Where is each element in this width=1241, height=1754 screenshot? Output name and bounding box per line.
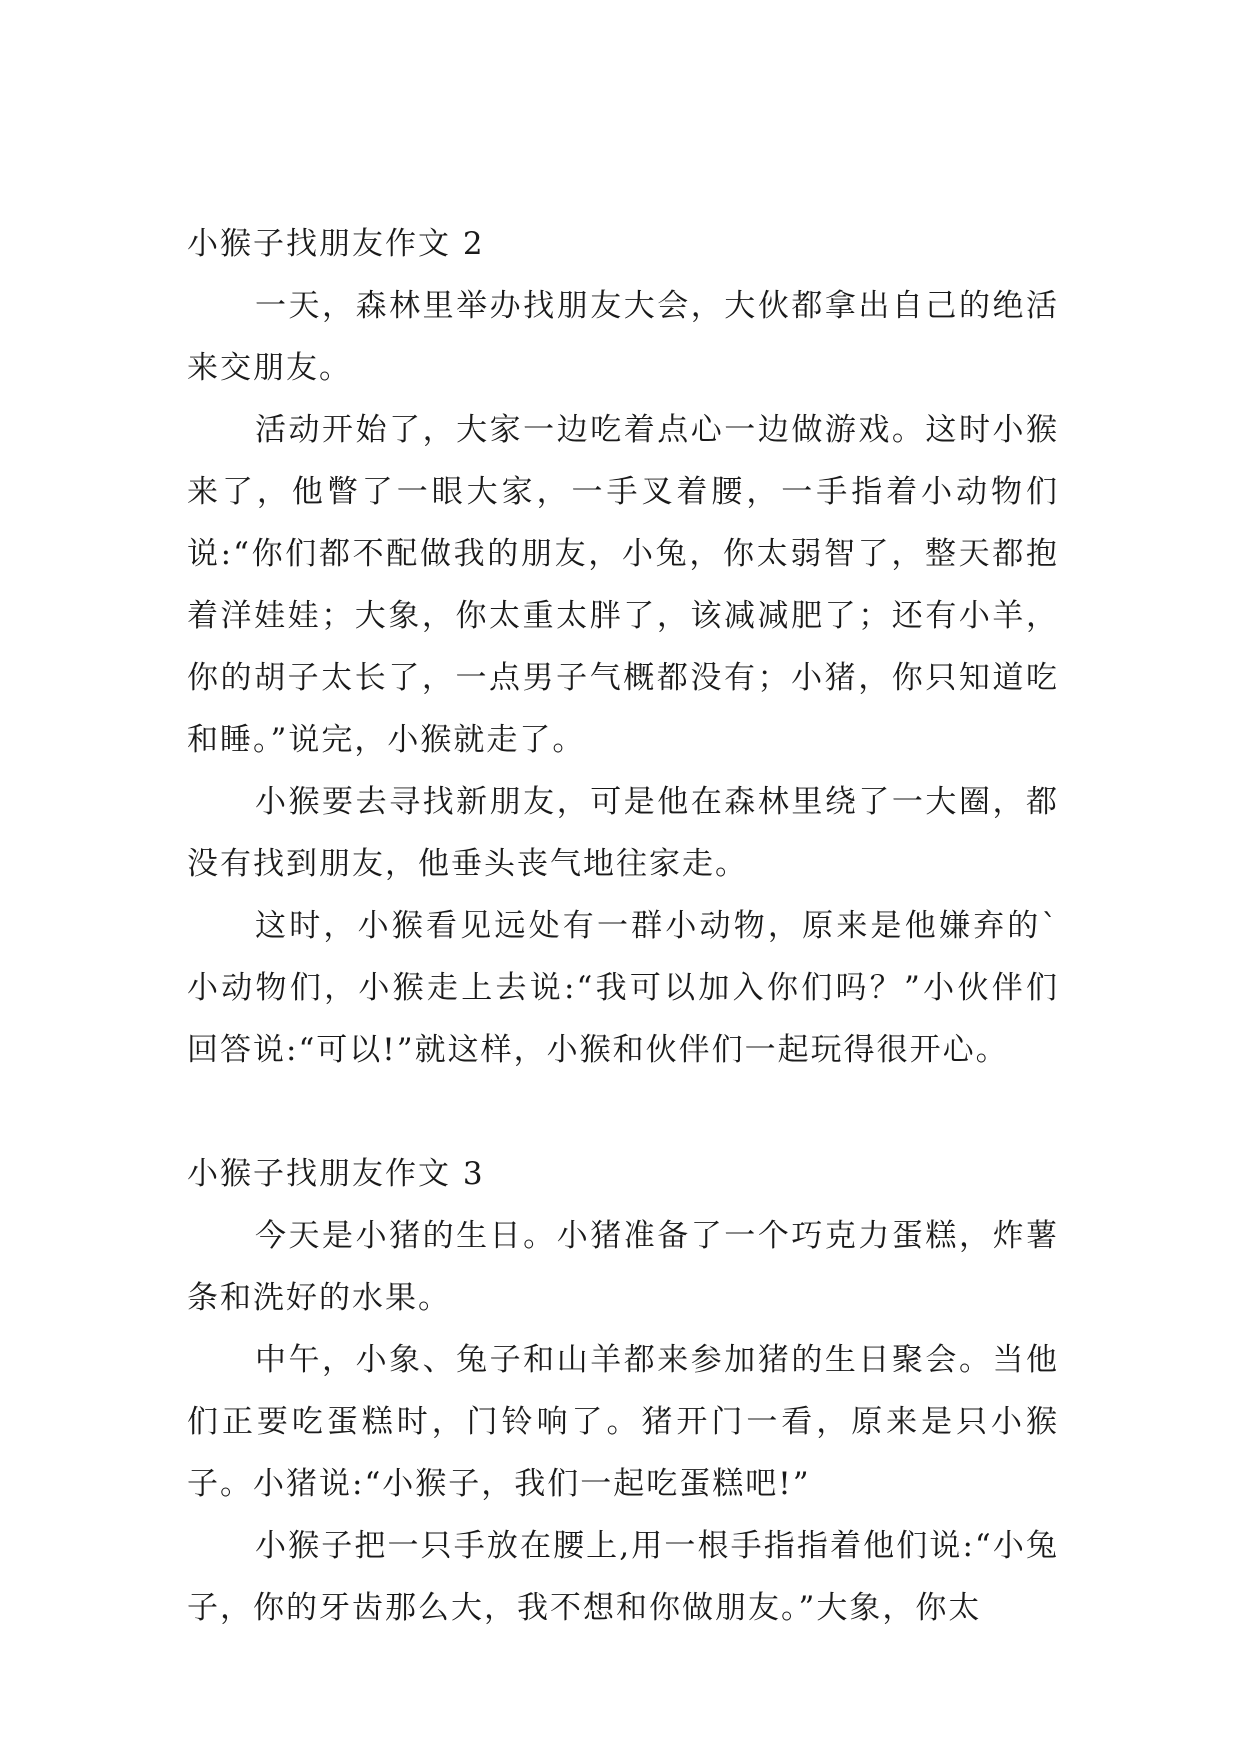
paragraph: 一天，森林里举办找朋友大会，大伙都拿出自己的绝活来交朋友。 — [187, 288, 1059, 386]
section-spacer — [187, 1081, 1059, 1143]
document-body — [187, 213, 1059, 1639]
section-title: 小猴子找朋友作文 3 — [187, 1156, 485, 1192]
section-title: 小猴子找朋友作文 2 — [187, 226, 485, 262]
paragraph: 今天是小猪的生日。小猪准备了一个巧克力蛋糕，炸薯条和洗好的水果。 — [187, 1218, 1059, 1316]
paragraph: 这时，小猴看见远处有一群小动物，原来是他嫌弃的`小动物们，小猴走上去说:“我可以加入你们吗？”小伙伴们回答说:“可以!”就这样，小猴和伙伴们一起玩得很开心。 — [187, 908, 1059, 1068]
paragraph: 中午，小象、兔子和山羊都来参加猪的生日聚会。当他们正要吃蛋糕时，门铃响了。猪开门一看，原来是只小猴子。小猪说:“小猴子，我们一起吃蛋糕吧!” — [187, 1342, 1059, 1502]
paragraph: 小猴子把一只手放在腰上,用一根手指指着他们说:“小兔子，你的牙齿那么大，我不想和你做朋友。”大象，你太 — [187, 1528, 1059, 1626]
paragraph: 小猴要去寻找新朋友，可是他在森林里绕了一大圈，都没有找到朋友，他垂头丧气地往家走。 — [187, 784, 1059, 882]
paragraph: 活动开始了，大家一边吃着点心一边做游戏。这时小猴来了，他瞥了一眼大家，一手叉着腰，一手指着小动物们说:“你们都不配做我的朋友，小兔，你太弱智了，整天都抱着洋娃娃；大象，你太重太胖了，该减减肥了；还有小羊，你的胡子太长了，一点男子气概都没有；小猪，你只知道吃和睡。”说完，小猴就走了。 — [187, 412, 1059, 758]
